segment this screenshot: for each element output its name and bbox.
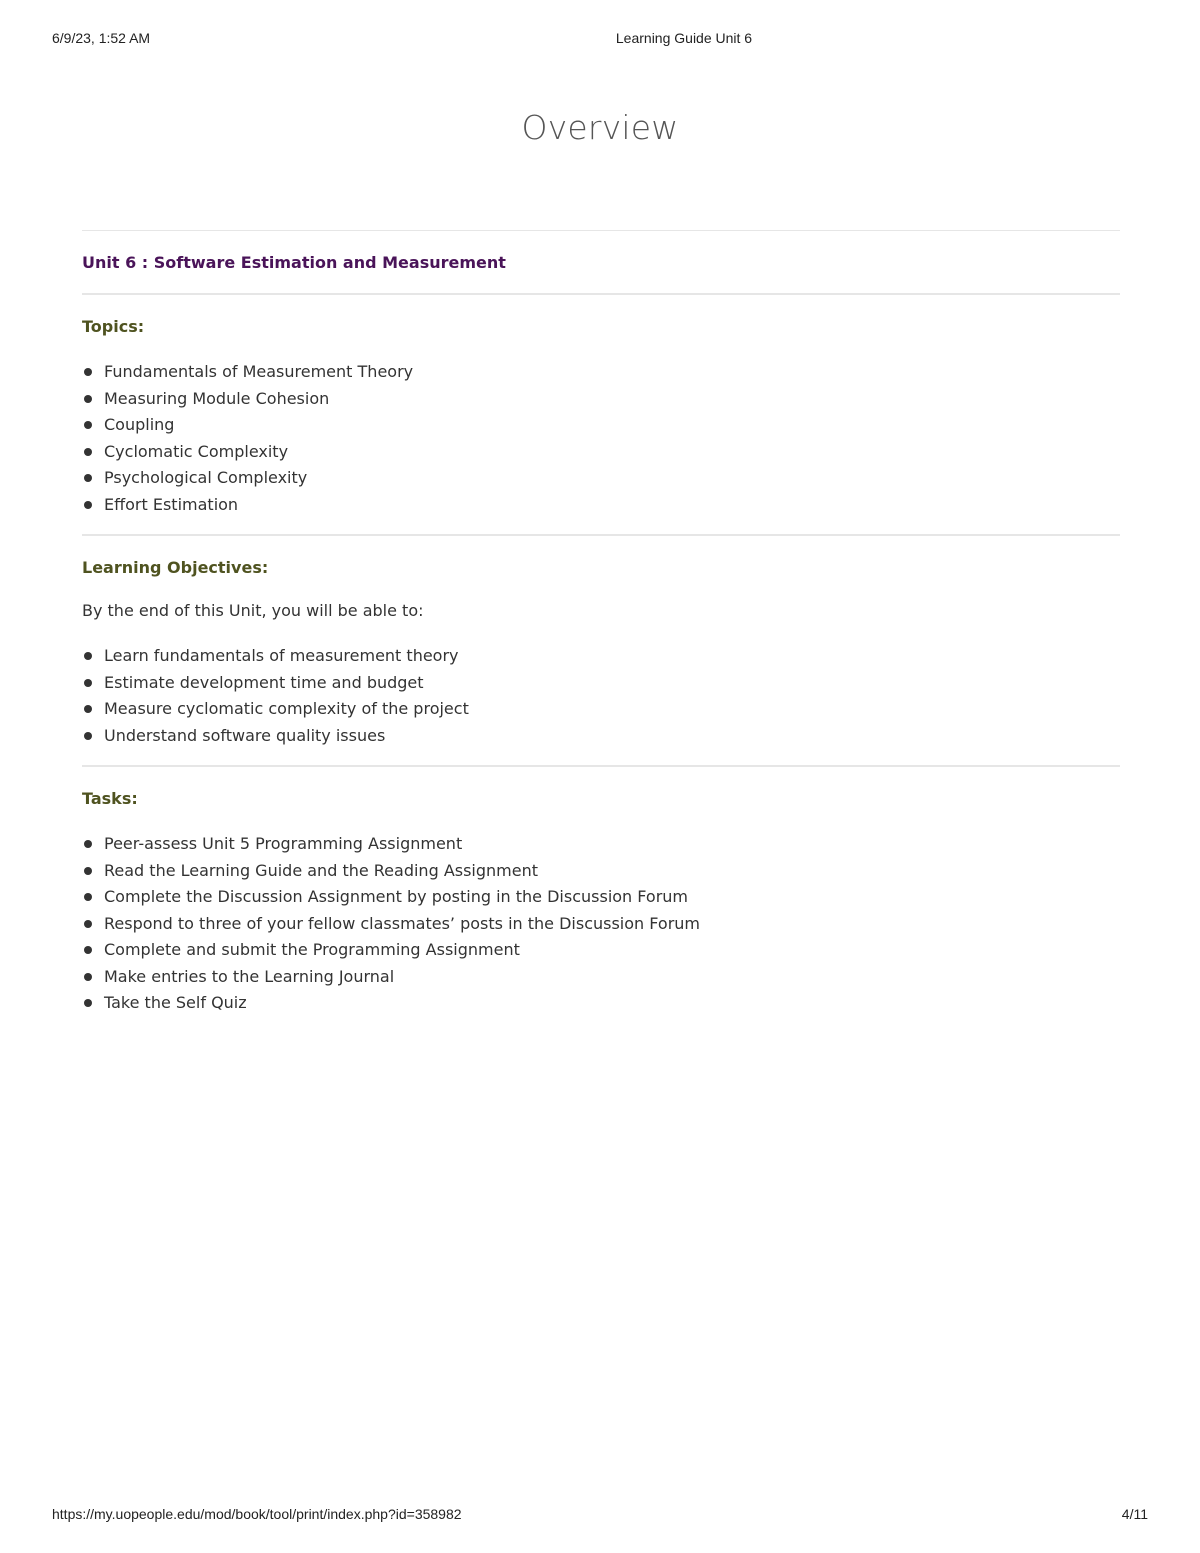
objectives-section	[82, 557, 1120, 749]
tasks-section	[82, 788, 1120, 1017]
topics-heading: Topics:	[82, 317, 145, 336]
objectives-intro: By the end of this Unit, you will be able to:	[82, 601, 424, 620]
tasks-heading: Tasks:	[82, 789, 138, 808]
divider	[82, 534, 1120, 536]
print-footer-url: https://my.uopeople.edu/mod/book/tool/print/index.php?id=358982	[52, 1506, 462, 1522]
list-item: Measuring Module Cohesion	[82, 386, 1120, 413]
divider	[82, 230, 1120, 231]
list-item: Learn fundamentals of measurement theory	[82, 643, 1120, 670]
objectives-heading: Learning Objectives:	[82, 558, 269, 577]
list-item: Complete and submit the Programming Assignment	[82, 937, 1120, 964]
list-item: Coupling	[82, 412, 1120, 439]
list-item: Psychological Complexity	[82, 465, 1120, 492]
list-item: Measure cyclomatic complexity of the project	[82, 696, 1120, 723]
print-footer-page-number: 4/11	[1121, 1506, 1148, 1522]
divider	[82, 765, 1120, 767]
list-item: Fundamentals of Measurement Theory	[82, 359, 1120, 386]
print-header-datetime: 6/9/23, 1:52 AM	[52, 30, 151, 46]
list-item: Make entries to the Learning Journal	[82, 964, 1120, 991]
divider	[82, 293, 1120, 295]
list-item: Read the Learning Guide and the Reading Assignment	[82, 858, 1120, 885]
page-title: Overview	[521, 108, 679, 147]
objectives-list	[82, 643, 1120, 749]
topics-list	[82, 359, 1120, 518]
list-item: Estimate development time and budget	[82, 670, 1120, 697]
print-header-title: Learning Guide Unit 6	[615, 30, 753, 46]
unit-title: Unit 6 : Software Estimation and Measurement	[82, 253, 506, 272]
list-item: Effort Estimation	[82, 492, 1120, 519]
unit-overview-content	[82, 230, 1120, 1033]
tasks-list	[82, 831, 1120, 1017]
list-item: Complete the Discussion Assignment by posting in the Discussion Forum	[82, 884, 1120, 911]
list-item: Respond to three of your fellow classmates’ posts in the Discussion Forum	[82, 911, 1120, 938]
list-item: Peer-assess Unit 5 Programming Assignment	[82, 831, 1120, 858]
list-item: Cyclomatic Complexity	[82, 439, 1120, 466]
topics-section	[82, 316, 1120, 518]
list-item: Understand software quality issues	[82, 723, 1120, 750]
list-item: Take the Self Quiz	[82, 990, 1120, 1017]
